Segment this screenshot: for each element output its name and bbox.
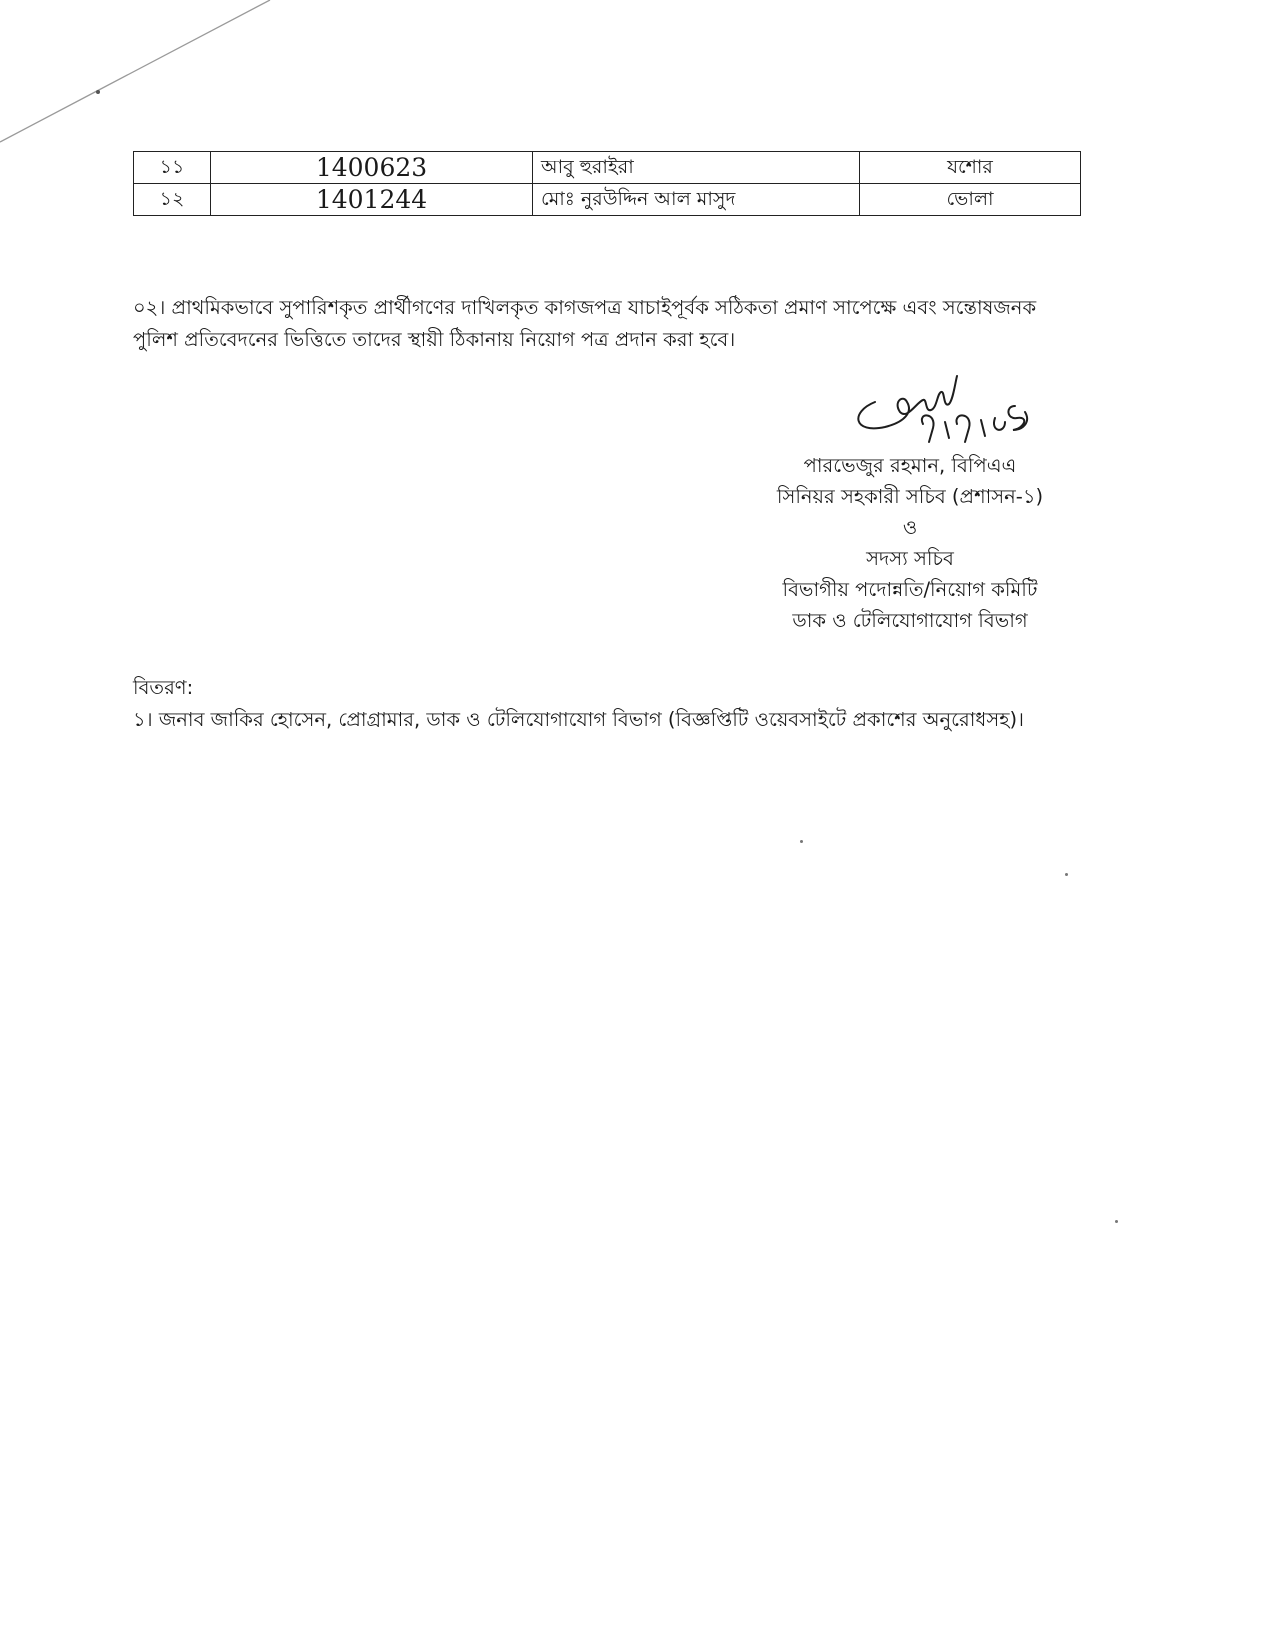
paragraph-line: ০২। প্রাথমিকভাবে সুপারিশকৃত প্রার্থীগণের দাখিলকৃত কাগজপত্র যাচাইপূর্বক সঠিকতা প্রমাণ সাপেক্ষে এবং সন্তোষজনক	[133, 296, 1037, 319]
signatory-block	[745, 450, 1075, 636]
district-cell: যশোর	[860, 152, 1081, 184]
scan-speck	[1065, 873, 1068, 876]
name-cell: মোঃ নুরউদ্দিন আল মাসুদ	[533, 184, 860, 216]
signatory-name: পারভেজুর রহমান, বিপিএএ	[803, 454, 1017, 477]
signatory-designation: সিনিয়র সহকারী সচিব (প্রশাসন-১)	[776, 485, 1044, 508]
distribution-heading: বিতরণ:	[133, 676, 194, 699]
handwritten-signature	[845, 372, 1065, 447]
scan-speck	[1115, 1220, 1118, 1223]
roll-cell: 1400623	[211, 152, 533, 184]
signatory-committee: বিভাগীয় পদোন্নতি/নিয়োগ কমিটি	[782, 578, 1038, 601]
paragraph-line: পুলিশ প্রতিবেদনের ভিত্তিতে তাদের স্থায়ী ঠিকানায় নিয়োগ পত্র প্রদান করা হবে।	[133, 328, 736, 351]
serial-cell: ১২	[134, 184, 211, 216]
table-row	[134, 184, 1081, 216]
notice-paragraph	[133, 292, 1103, 356]
signatory-role: সদস্য সচিব	[866, 547, 954, 570]
serial-cell: ১১	[134, 152, 211, 184]
roll-cell: 1401244	[211, 184, 533, 216]
scan-speck	[800, 840, 803, 843]
district-cell: ভোলা	[860, 184, 1081, 216]
distribution-block	[133, 672, 1133, 736]
distribution-item: ১। জনাব জাকির হোসেন, প্রোগ্রামার, ডাক ও টেলিযোগাযোগ বিভাগ (বিজ্ঞপ্তিটি ওয়েবসাইটে প্রকাশের অনুরোধসহ)।	[133, 708, 1025, 731]
results-table	[133, 151, 1081, 216]
signatory-conjunction: ও	[902, 516, 918, 539]
name-cell: আবু হুরাইরা	[533, 152, 860, 184]
signatory-department: ডাক ও টেলিযোগাযোগ বিভাগ	[792, 609, 1028, 632]
table-row	[134, 152, 1081, 184]
